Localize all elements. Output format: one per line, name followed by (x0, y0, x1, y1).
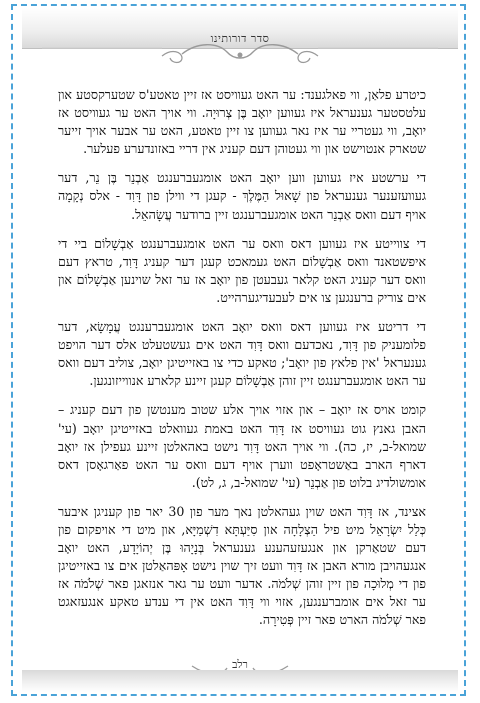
page-header (22, 8, 458, 78)
page-footer (22, 652, 458, 692)
paragraph: די ערשטע איז געווען ווען יואָב האט אומגעברענגט אַבְנֵר בֶּן נֵר, דער געוועזענער גענעראל פון שָׁאוּל הַמֶּלֶךְ - קעגן די ווילן פון דָּוִד - אלס נְקָמָה אויף דעם וואס אַבְנֵר האט אומגעברענגט זיין ברודער עֲשָׂהאֵל. (58, 170, 426, 222)
paragraph: די צווייטע איז געווען דאס וואס ער האט אומגעברענגט אַבְשָׁלוֹם ביי די איפשטאנד וואס אַבְשָׁלוֹם האט געמאכט קעגן דער קעניג דָּוִד, טראץ דעם וואס דער קעניג האט קלאר געבעטן פון יואָב אז ער זאל שוינען אַבְשָׁלוֹם און אים צוריק ברענגען צו אים לעבעדיגערהייט. (58, 235, 426, 305)
paragraph: אצינד, אז דָּוִד האט שוין געהאלטן נאך מער פון 30 יאר פון קעניגן איבער כְּלַל יִשְׂרָאֵל מיט פיל הַצְלָחָה און סִיַּעְתָּא דִשְׁמַיָּא, און מיט די אויפקום פון דעם שטאַרקן און אנגעזעהענע גענעראל בְּנָיָהוּ בֶּן יְהוֹיָדָע, האט יואָב אנגעהויבן מורא האבן אז דָּוִד וועט זיך שוין נישט אָפּהאַלטן אים צו באזייטיגן פון די מְלוּכָה פון זיין זוהן שְׁלֹמֹה. אדער וועט ער גאר אנזאגן פאר שְׁלֹמֹה אז ער זאל אים אומברענגען, אזוי ווי דָּוִד האט אין די ענדע טאקע אנגעזאגט פאר שְׁלֹמֹה הארט פאר זיין פְּטִירָה. (58, 503, 426, 628)
paragraph: קומט אויס אז יואָב – און אזוי אויך אלע שטוב מענטשן פון דעם קעניג – האבן גאנץ גוט געוויסט אז דָּוִד האט באמת געוואלט באזייטיגן יואָב (עי' שמואל-ב, יז, כה). ווי אויך האט דָּוִד נישט באהאלטן זיינע געפילן אז יואָב דארף הארב באַשטראָפט ווערן אויף דעם וואס ער האט פאַרגאָסן דאס אומשולדיג בלוט פון אַבְנֵר (עי' שמואל-ב, ג, לט). (58, 402, 426, 490)
page-number: רלב (232, 658, 248, 671)
footer-banner (22, 670, 458, 692)
document-body (58, 86, 426, 641)
page-title: סדר דורותינו (210, 32, 270, 45)
paragraph: די דריטע איז געווען דאס וואס יואָב האט אומגעברענגט עֲמָשָׂא, דער פלומעניק פון דָּוִד, נאכדעם וואס דָּוִד האט אים געשטעלט אלס דער הויפט גענעראל 'אין פלאץ פון יואָב'; טאקע כדי צו באזייטיגן יואָב, צוליב דעם וואס ער האט אומגעברענגט זיין זוהן אַבְשָׁלוֹם קעגן זיינע קלארע אנווייזונגען. (58, 319, 426, 389)
paragraph: כיטרע פלאַן, ווי פאלגענד: ער האט געוויסט אז זיין טאטע'ס שטערקסטע און עלטסטער גענעראל איז געווען יואָב בֶּן צְרוּיָה. ווי אויך האט ער געוויסט אז יואָב, ווי געטריי ער איז נאר געווען צו זיין טאטע, האט ער אבער אויך זייער שטארק אנטוישט און ווי געטוהן דעם קעניג אין דריי באזונדערע פעלער. (58, 87, 426, 157)
